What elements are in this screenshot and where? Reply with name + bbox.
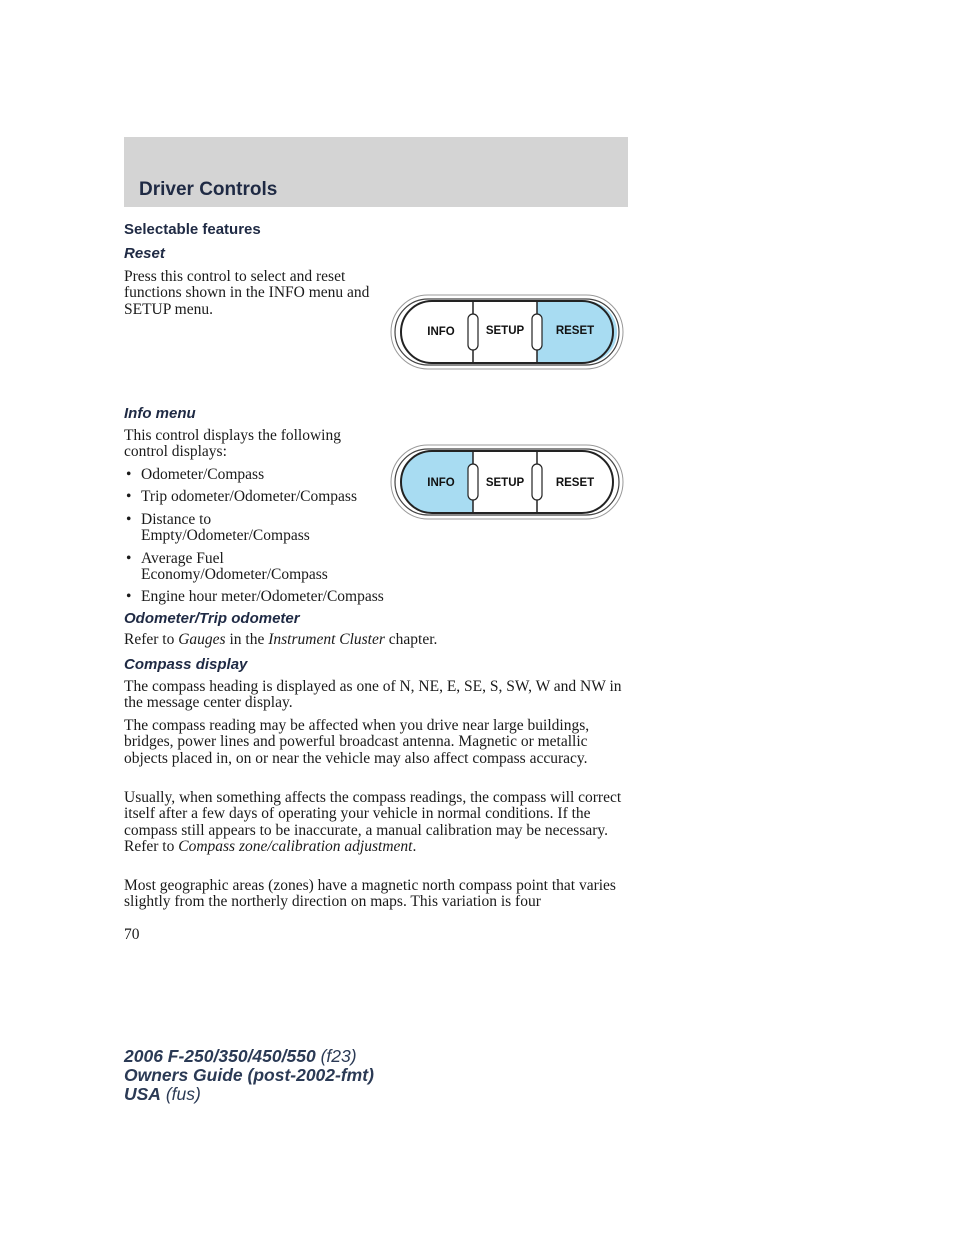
list-item: • Engine hour meter/Odometer/Compass	[124, 589, 441, 605]
odometer-text: Refer to Gauges in the Instrument Cluster chapter.	[124, 631, 438, 648]
info-button-label: INFO	[427, 477, 455, 489]
compass-heading: Compass display	[124, 656, 248, 673]
odometer-heading: Odometer/Trip odometer	[124, 610, 300, 627]
page-title: Driver Controls	[139, 179, 278, 200]
document-footer: 2006 F-250/350/450/550 (f23) Owners Guide (post-2002-fmt) USA (fus)	[124, 1046, 374, 1104]
info-button-label: INFO	[427, 326, 455, 338]
gauges-reference: Gauges	[178, 631, 226, 648]
info-menu-heading: Info menu	[124, 405, 196, 422]
compass-paragraph-2: The compass reading may be affected when you drive near large buildings, bridges, power lines and powerful broadcast antenna. Magnetic or metallic objects placed in, on or near the vehicle may also affect compass accuracy.	[124, 717, 590, 767]
instrument-cluster-reference: Instrument Cluster	[268, 631, 385, 648]
list-item: • Distance to Empty/Odometer/Compass	[124, 512, 331, 545]
list-item: • Odometer/Compass	[124, 467, 399, 483]
compass-paragraph-4: Most geographic areas (zones) have a magnetic north compass point that varies slightly from the northerly direction on maps. This variation is four	[124, 877, 616, 911]
control-panel-reset-diagram	[390, 294, 624, 370]
compass-calibration-reference: Compass zone/calibration adjustment	[178, 838, 413, 856]
list-item: • Trip odometer/Odometer/Compass	[124, 489, 399, 505]
reset-heading: Reset	[124, 245, 165, 262]
page-number: 70	[124, 926, 140, 943]
reset-button-label: RESET	[555, 477, 595, 489]
reset-text: Press this control to select and reset functions shown in the INFO menu and SETUP menu.	[124, 268, 370, 318]
setup-button-label: SETUP	[485, 477, 525, 489]
control-panel-info-diagram	[390, 444, 624, 520]
compass-paragraph-3: Usually, when something affects the compass readings, the compass will correct itself after a few days of operating your vehicle in normal conditions. If the compass still appears to be inaccurate, a manual calibration may be necessary. Refer to Compass zone/calibration adjustment.	[124, 789, 622, 856]
section-title: Selectable features	[124, 221, 261, 238]
setup-button-label: SETUP	[485, 325, 525, 337]
compass-paragraph-1: The compass heading is displayed as one of N, NE, E, SE, S, SW, W and NW in the message center display.	[124, 678, 622, 712]
info-menu-intro: This control displays the following control displays:	[124, 427, 341, 461]
list-item: • Average Fuel Economy/Odometer/Compass	[124, 551, 361, 584]
reset-button-label: RESET	[555, 325, 595, 337]
